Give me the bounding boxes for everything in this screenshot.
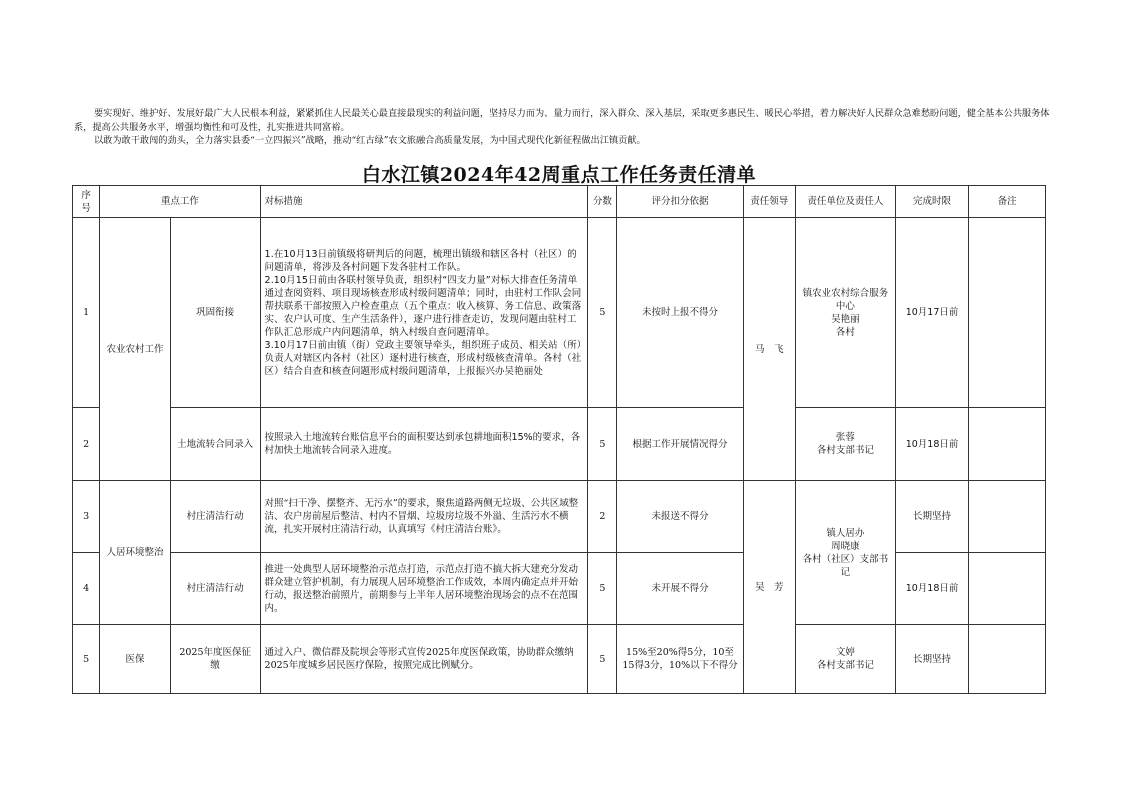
row-measure: 通过入户、微信群及院坝会等形式宣传2025年度医保政策，协助群众缴纳2025年度城乡居民医疗保险，按照完成比例赋分。	[260, 625, 588, 694]
row-note	[969, 481, 1046, 553]
row-basis: 15%至20%得5分，10至15得3分，10%以下不得分	[617, 625, 743, 694]
intro-text	[74, 107, 1064, 148]
header-measure: 对标措施	[260, 186, 588, 218]
header-leader: 责任领导	[743, 186, 795, 218]
row-leader: 吴 芳	[743, 481, 795, 694]
row-subtask: 土地流转合同录入	[170, 408, 260, 481]
row-measure: 1.在10月13日前镇级将研判后的问题，梳理出镇级和辖区各村（社区）的问题清单，将涉及各村问题下发各驻村工作队。 2.10月15日前由各联村领导负责，组织村“四支力量”对标大排查任务清单通过查阅资料、项目现场核查形成村级问题清单；同时，由驻村工作队会同帮扶联系干部按照入户检查重点（五个重点：收入核算、务工信息、政策落实、农户认可度、生产生活条件），逐户进行排查走访，发现问题由驻村工作队汇总形成户内问题清单，纳入村级自查问题清单。 3.10月17日前由镇（街）党政主要领导牵头，组织班子成员、相关站（所）负责人对辖区内各村（社区）逐村进行核查，形成村级核查清单。各村（社区）结合自查和核查问题形成村级问题清单，上报振兴办吴艳丽处	[260, 218, 588, 408]
header-score: 分数	[588, 186, 617, 218]
header-work: 重点工作	[100, 186, 260, 218]
row-unit: 张蓉 各村支部书记	[795, 408, 895, 481]
row-basis: 未报送不得分	[617, 481, 743, 553]
table-header-row	[73, 186, 1046, 218]
row-score: 5	[588, 218, 617, 408]
task-table	[72, 185, 1046, 694]
header-note: 备注	[969, 186, 1046, 218]
row-deadline: 10月17日前	[895, 218, 969, 408]
row-score: 5	[588, 408, 617, 481]
row-measure: 按照录入土地流转台账信息平台的面积要达到承包耕地面积15%的要求，各村加快土地流转合同录入进度。	[260, 408, 588, 481]
header-basis: 评分扣分依据	[617, 186, 743, 218]
row-note	[969, 408, 1046, 481]
row-seq: 3	[73, 481, 100, 553]
row-score: 5	[588, 625, 617, 694]
row-note	[969, 625, 1046, 694]
row-subtask: 2025年度医保征缴	[170, 625, 260, 694]
row-category: 医保	[100, 625, 171, 694]
row-deadline: 10月18日前	[895, 553, 969, 625]
intro-paragraph-2: 以敢为敢干敢闯的劲头，全力落实县委“一立四振兴”战略，推动“红古绿”农文旅融合高质量发展，为中国式现代化新征程做出江镇贡献。	[94, 135, 646, 146]
table-row	[73, 218, 1046, 408]
header-unit: 责任单位及责任人	[795, 186, 895, 218]
row-subtask: 巩固衔接	[170, 218, 260, 408]
table-row	[73, 625, 1046, 694]
page-title: 白水江镇2024年42周重点工作任务责任清单	[361, 164, 757, 186]
row-subtask: 村庄清洁行动	[170, 553, 260, 625]
row-leader: 马 飞	[743, 218, 795, 481]
header-deadline: 完成时限	[895, 186, 969, 218]
table-row	[73, 408, 1046, 481]
row-deadline: 长期坚持	[895, 481, 969, 553]
row-note	[969, 218, 1046, 408]
row-unit: 镇农业农村综合服务中心 吴艳丽 各村	[795, 218, 895, 408]
row-seq: 5	[73, 625, 100, 694]
table-row	[73, 553, 1046, 625]
row-basis: 根据工作开展情况得分	[617, 408, 743, 481]
row-deadline: 10月18日前	[895, 408, 969, 481]
intro-paragraph-1: 要实现好、维护好、发展好最广大人民根本利益，紧紧抓住人民最关心最直接最现实的利益问题，坚持尽力而为、量力而行，深入群众、深入基层，采取更多惠民生、暖民心举措，着力解决好人民群众急难愁盼问题，健全基本公共服务体系，提高公共服务水平，增强均衡性和可及性，扎实推进共同富裕。	[74, 108, 1050, 133]
row-score: 5	[588, 553, 617, 625]
table-row	[73, 481, 1046, 553]
row-score: 2	[588, 481, 617, 553]
row-measure: 对照“扫干净、摆整齐、无污水”的要求，聚焦道路两侧无垃圾、公共区域整洁、农户房前屋后整洁、村内不冒烟、垃圾房垃圾不外溢、生活污水不横流，扎实开展村庄清洁行动，认真填写《村庄清洁台账》。	[260, 481, 588, 553]
row-subtask: 村庄清洁行动	[170, 481, 260, 553]
row-basis: 未按时上报不得分	[617, 218, 743, 408]
row-deadline: 长期坚持	[895, 625, 969, 694]
row-measure: 推进一处典型人居环境整治示范点打造，示范点打造不搞大拆大建充分发动群众建立管护机制，有力展现人居环境整治工作成效，本周内确定点并开始行动，报送整治前照片，前期参与上半年人居环境整治现场会的点不在范围内。	[260, 553, 588, 625]
header-seq: 序号	[73, 186, 100, 218]
row-seq: 4	[73, 553, 100, 625]
row-unit: 镇人居办 周晓康 各村（社区）支部书记	[795, 481, 895, 625]
row-seq: 2	[73, 408, 100, 481]
row-basis: 未开展不得分	[617, 553, 743, 625]
row-note	[969, 553, 1046, 625]
row-seq: 1	[73, 218, 100, 408]
row-category: 人居环境整治	[100, 481, 171, 625]
row-unit: 文婷 各村支部书记	[795, 625, 895, 694]
row-category: 农业农村工作	[100, 218, 171, 481]
